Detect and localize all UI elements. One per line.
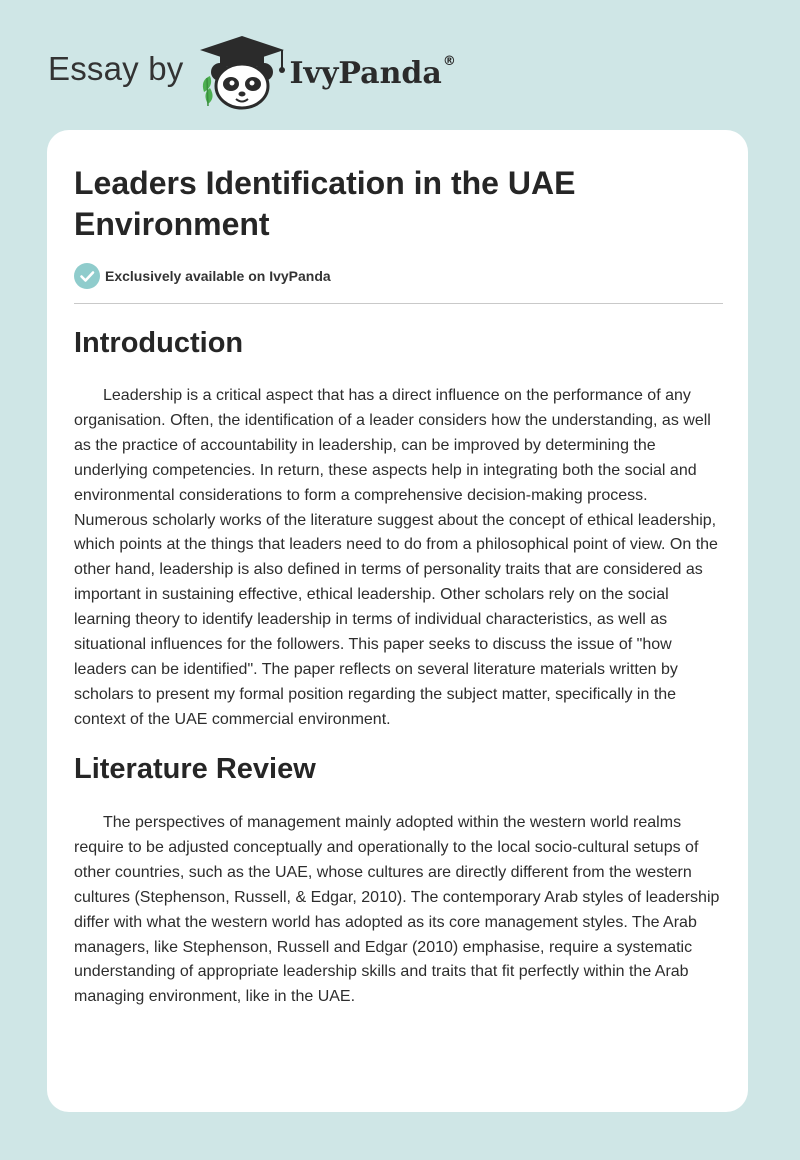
panda-graduate-icon [198, 34, 286, 110]
exclusive-badge [74, 263, 331, 289]
check-circle-icon [74, 263, 100, 289]
title-divider [74, 303, 723, 304]
section-heading-literature-review: Literature Review [74, 753, 316, 785]
section-paragraph-introduction: Leadership is a critical aspect that has a direct influence on the performance of any organisation. Often, the identification of a leader considers how the understanding, as well as the practice of accountability in leadership, can be improved by determining the underlying competencies. In return, these aspects help in integrating both the social and environmental considerations to form a comprehensive decision-making process. Numerous scholarly works of the literature suggest about the concept of ethical leadership, which points at the things that leaders need to do from a philosophical point of view. On the other hand, leadership is also defined in terms of personality traits that are considered as important in sustaining effective, ethical leadership. Other scholars rely on the social learning theory to identify leadership in terms of individual characteristics, as well as situational influences for the followers. This paper seeks to discuss the issue of "how leaders can be identified". The paper reflects on several literature materials written by scholars to present my formal position regarding the subject matter, specifically in the context of the UAE commercial environment. [74, 387, 718, 728]
site-brand[interactable] [48, 34, 456, 110]
article-title: Leaders Identification in the UAE Environment [74, 165, 576, 242]
registered-mark: ® [442, 53, 456, 69]
exclusive-badge-text: Exclusively available on IvyPanda [105, 268, 331, 284]
section-heading-introduction: Introduction [74, 327, 244, 359]
brand-prefix: Essay by [48, 50, 184, 87]
section-paragraph-literature-review: The perspectives of management mainly adopted within the western world realms require to be adjusted conceptually and operationally to the local socio-cultural setups of other countries, such as the UAE, whose cultures are directly different from the western cultures (Stephenson, Russell, & Edgar, 2010). The contemporary Arab styles of leadership differ with what the western world has adopted as its core management styles. The Arab managers, like Stephenson, Russell and Edgar (2010) emphasise, require a systematic understanding of appropriate leadership skills and traits that fit perfectly within the Arab managing environment, like in the UAE. [74, 814, 720, 1006]
article-card [47, 130, 748, 1112]
brand-name: IvyPanda ® [289, 53, 456, 91]
